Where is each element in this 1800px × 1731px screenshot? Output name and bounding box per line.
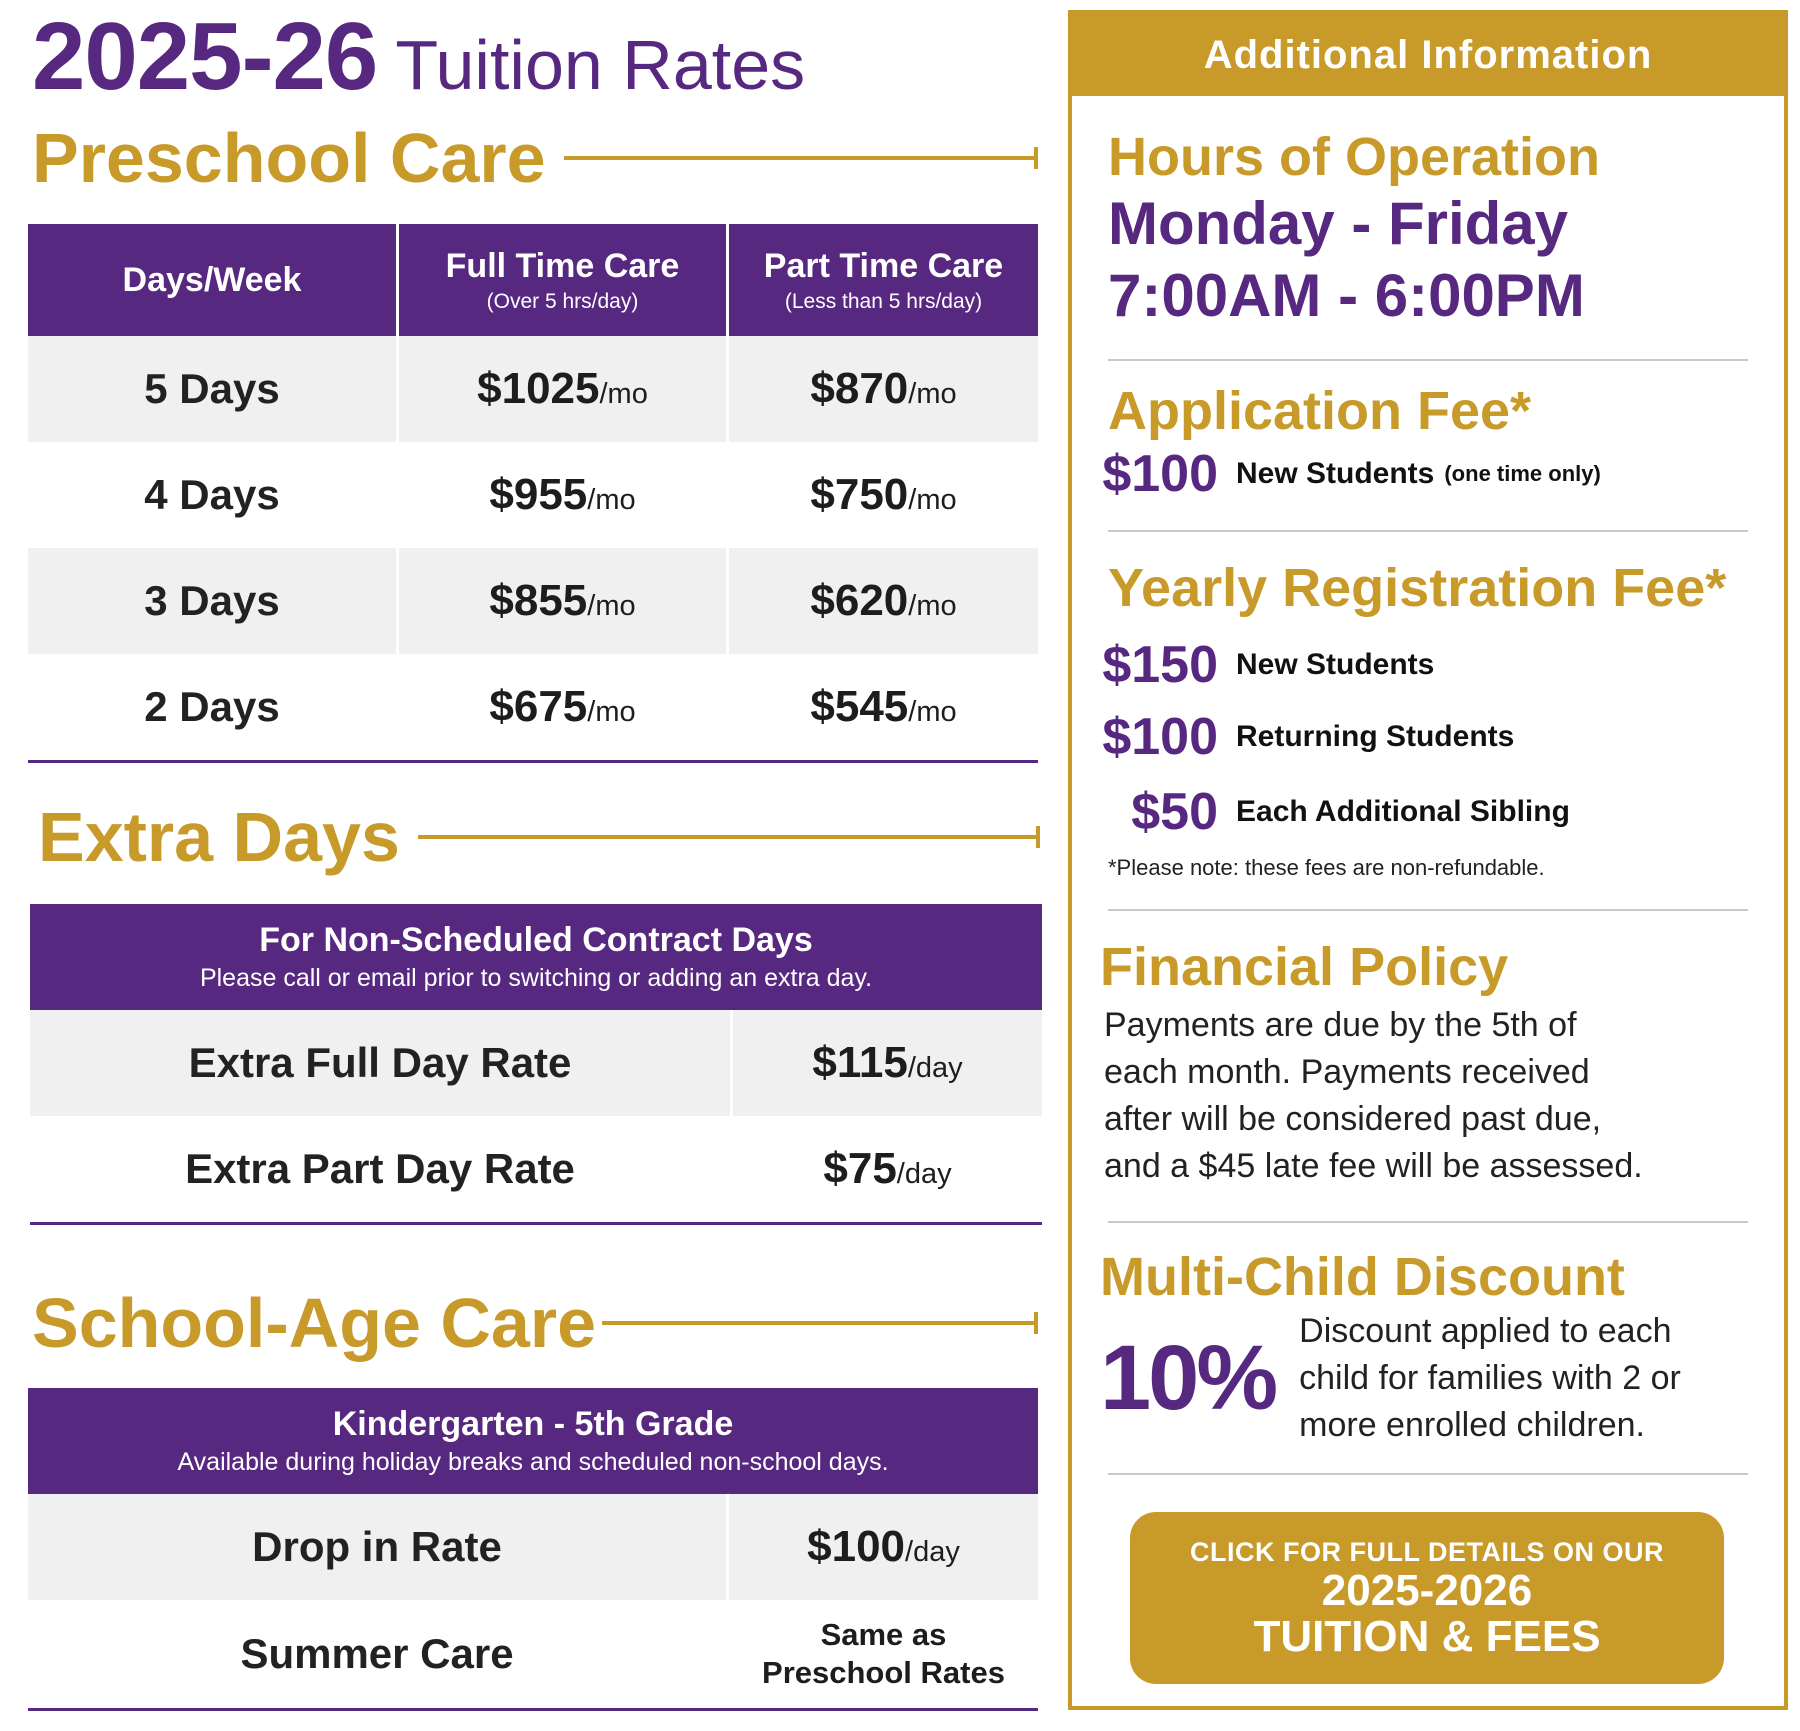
extra-days-heading-rule	[418, 835, 1040, 839]
table-row: Extra Part Day Rate $75/day	[30, 1116, 1042, 1222]
financial-policy-title: Financial Policy	[1100, 937, 1509, 997]
registration-fee-block	[1102, 557, 1784, 881]
discount-title: Multi-Child Discount	[1100, 1247, 1625, 1307]
financial-policy-text: Payments are due by the 5th of each month. Payments received after will be considered past due, and a $45 late fee will be assessed.	[1104, 1006, 1643, 1185]
header-days-week: Days/Week	[122, 260, 302, 299]
table-row: 4 Days $955/mo $750/mo	[28, 442, 1038, 548]
registration-fee-title: Yearly Registration Fee*	[1108, 558, 1727, 618]
hours-block	[1108, 126, 1748, 332]
preschool-table	[28, 224, 1038, 763]
divider	[1108, 1473, 1748, 1475]
discount-text: Discount applied to each child for families with 2 or more enrolled children.	[1299, 1312, 1681, 1444]
table-row: 2 Days $675/mo $545/mo	[28, 654, 1038, 760]
discount-block	[1100, 1246, 1748, 1449]
table-row: 5 Days $1025/mo $870/mo	[28, 336, 1038, 442]
table-bottom-rule	[30, 1222, 1042, 1225]
hours-days: Monday - Friday	[1108, 190, 1569, 257]
preschool-heading-text: Preschool Care	[32, 119, 546, 197]
divider	[1108, 530, 1748, 532]
extra-days-heading	[38, 797, 1040, 877]
preschool-heading	[32, 118, 1038, 198]
extra-days-banner: For Non-Scheduled Contract Days Please call or email prior to switching or adding an extra day.	[30, 904, 1042, 1010]
school-age-heading-text: School-Age Care	[32, 1284, 596, 1362]
extra-days-heading-text: Extra Days	[38, 798, 400, 876]
table-row: Drop in Rate $100/day	[28, 1494, 1038, 1600]
application-fee-row: $100 New Students (one time only)	[1102, 445, 1601, 503]
school-age-heading-rule	[602, 1321, 1038, 1325]
financial-policy-block	[1100, 936, 1748, 1190]
title-subtitle: Tuition Rates	[395, 26, 806, 104]
divider	[1108, 359, 1748, 361]
table-row: Extra Full Day Rate $115/day	[30, 1010, 1042, 1116]
non-refundable-note: *Please note: these fees are non-refundable.	[1108, 855, 1545, 880]
divider	[1108, 1221, 1748, 1223]
hours-time: 7:00AM - 6:00PM	[1108, 262, 1585, 329]
school-age-table	[28, 1388, 1038, 1711]
extra-days-table	[30, 904, 1042, 1225]
preschool-heading-rule	[564, 156, 1038, 160]
divider	[1108, 909, 1748, 911]
school-age-heading	[32, 1283, 1038, 1363]
tuition-details-button[interactable]: CLICK FOR FULL DETAILS ON OUR 2025-2026 TUITION & FEES	[1130, 1512, 1724, 1684]
page-title	[32, 2, 805, 112]
header-full-time: Full Time Care (Over 5 hrs/day)	[396, 224, 726, 336]
summer-care-value: Same as Preschool Rates	[726, 1600, 1038, 1708]
table-bottom-rule	[28, 760, 1038, 763]
title-year: 2025-26	[32, 3, 378, 110]
registration-fee-row: $100 Returning Students	[1102, 708, 1515, 766]
table-bottom-rule	[28, 1708, 1038, 1711]
table-row: Summer Care Same as Preschool Rates	[28, 1600, 1038, 1708]
preschool-table-header	[28, 224, 1038, 336]
discount-percent: 10%	[1100, 1327, 1276, 1429]
hours-title: Hours of Operation	[1108, 127, 1601, 187]
registration-fee-row: $50 Each Additional Sibling	[1131, 783, 1570, 841]
table-row: 3 Days $855/mo $620/mo	[28, 548, 1038, 654]
application-fee-block	[1102, 380, 1748, 504]
school-age-banner: Kindergarten - 5th Grade Available during holiday breaks and scheduled non-school days.	[28, 1388, 1038, 1494]
additional-info-panel	[1068, 10, 1788, 1710]
discount-body	[1100, 1308, 1748, 1449]
header-part-time: Part Time Care (Less than 5 hrs/day)	[726, 224, 1038, 336]
application-fee-title: Application Fee*	[1108, 381, 1532, 441]
registration-fee-row: $150 New Students	[1102, 636, 1435, 694]
additional-info-header: Additional Information	[1072, 14, 1784, 96]
